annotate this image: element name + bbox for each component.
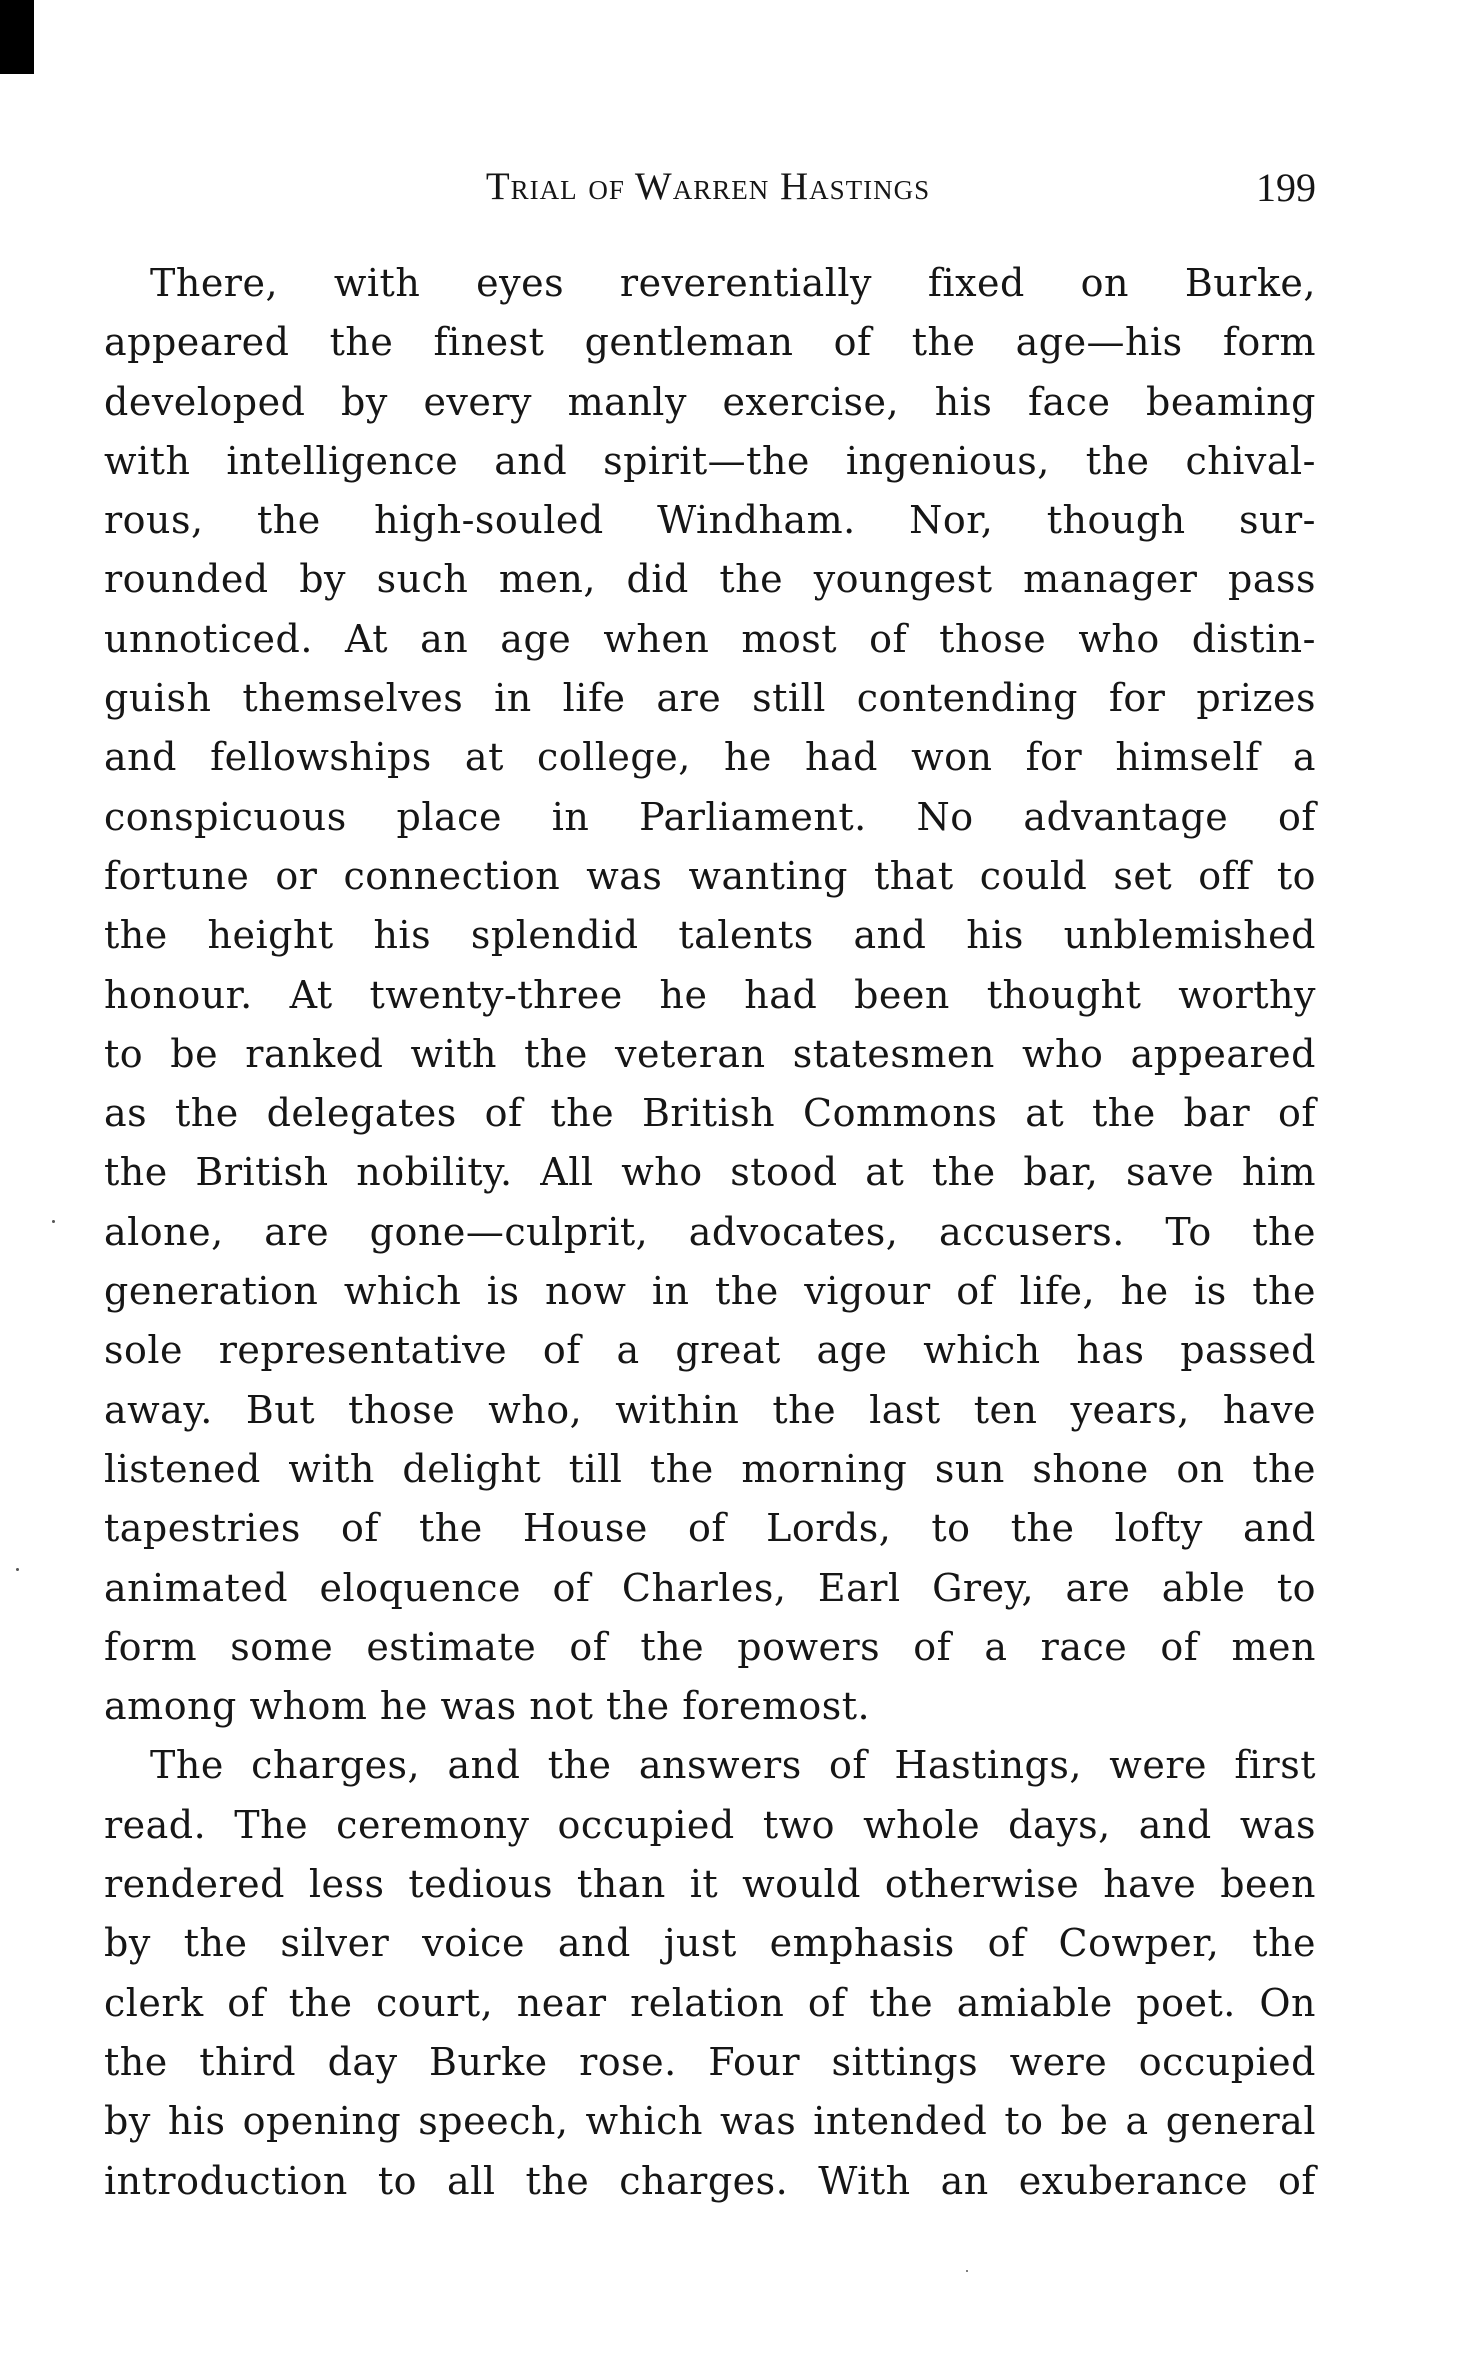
text-line: clerk of the court, near relation of the amiable poet. On: [104, 1980, 1316, 2025]
text-line: rous, the high-souled Windham. Nor, though sur-: [104, 498, 1316, 543]
text-line: generation which is now in the vigour of life, he is the: [104, 1269, 1316, 1314]
text-line: unnoticed. At an age when most of those who distin-: [104, 616, 1316, 661]
text-line: appeared the finest gentleman of the age—his form: [104, 320, 1316, 365]
scan-speck: [966, 2270, 968, 2272]
text-line: by the silver voice and just emphasis of Cowper, the: [104, 1921, 1316, 1966]
scan-speck: [16, 1568, 19, 1571]
scan-speck: [52, 1220, 55, 1223]
text-line: The charges, and the answers of Hastings, were first: [150, 1743, 1316, 1788]
text-line: guish themselves in life are still contending for prizes: [104, 676, 1316, 721]
text-line: to be ranked with the veteran statesmen who appeared: [104, 1031, 1316, 1076]
page-number: 199: [1256, 165, 1316, 210]
text-line: listened with delight till the morning sun shone on the: [104, 1446, 1316, 1491]
text-line: away. But those who, within the last ten years, have: [104, 1387, 1316, 1432]
body-text: [104, 254, 1316, 2211]
text-line: with intelligence and spirit—the ingenious, the chival-: [104, 438, 1316, 483]
running-title: Trial of Warren Hastings: [485, 165, 931, 208]
text-line: sole representative of a great age which has passed: [104, 1328, 1316, 1373]
text-line: There, with eyes reverentially fixed on Burke,: [150, 261, 1316, 305]
text-line: the height his splendid talents and his unblemished: [104, 913, 1316, 958]
paragraph-1: [104, 254, 1316, 1736]
scan-edge-mark: [0, 0, 34, 74]
page-header: [100, 164, 1316, 220]
text-line: and fellowships at college, he had won for himself a: [104, 735, 1316, 780]
text-line: alone, are gone—culprit, advocates, accusers. To the: [104, 1209, 1316, 1254]
text-line: as the delegates of the British Commons at the bar of: [104, 1091, 1316, 1136]
text-line: fortune or connection was wanting that could set off to: [104, 853, 1316, 898]
text-line: rounded by such men, did the youngest manager pass: [104, 557, 1316, 602]
text-line: by his opening speech, which was intended to be a general: [104, 2099, 1316, 2144]
text-line: introduction to all the charges. With an exuberance of: [104, 2158, 1316, 2203]
text-line: rendered less tedious than it would otherwise have been: [104, 1862, 1316, 1907]
text-line: the third day Burke rose. Four sittings were occupied: [104, 2039, 1316, 2084]
text-line: form some estimate of the powers of a race of men: [104, 1624, 1316, 1669]
paragraph-2: [104, 1736, 1316, 2210]
text-line: tapestries of the House of Lords, to the lofty and: [104, 1506, 1316, 1551]
text-line: read. The ceremony occupied two whole days, and was: [104, 1802, 1316, 1847]
text-line: conspicuous place in Parliament. No advantage of: [104, 794, 1316, 839]
text-line: honour. At twenty-three he had been thought worthy: [104, 972, 1316, 1017]
text-line: the British nobility. All who stood at the bar, save him: [104, 1150, 1316, 1195]
text-line: among whom he was not the foremost.: [104, 1684, 871, 1729]
text-line: animated eloquence of Charles, Earl Grey, are able to: [104, 1565, 1316, 1610]
text-line: developed by every manly exercise, his face beaming: [104, 379, 1316, 424]
